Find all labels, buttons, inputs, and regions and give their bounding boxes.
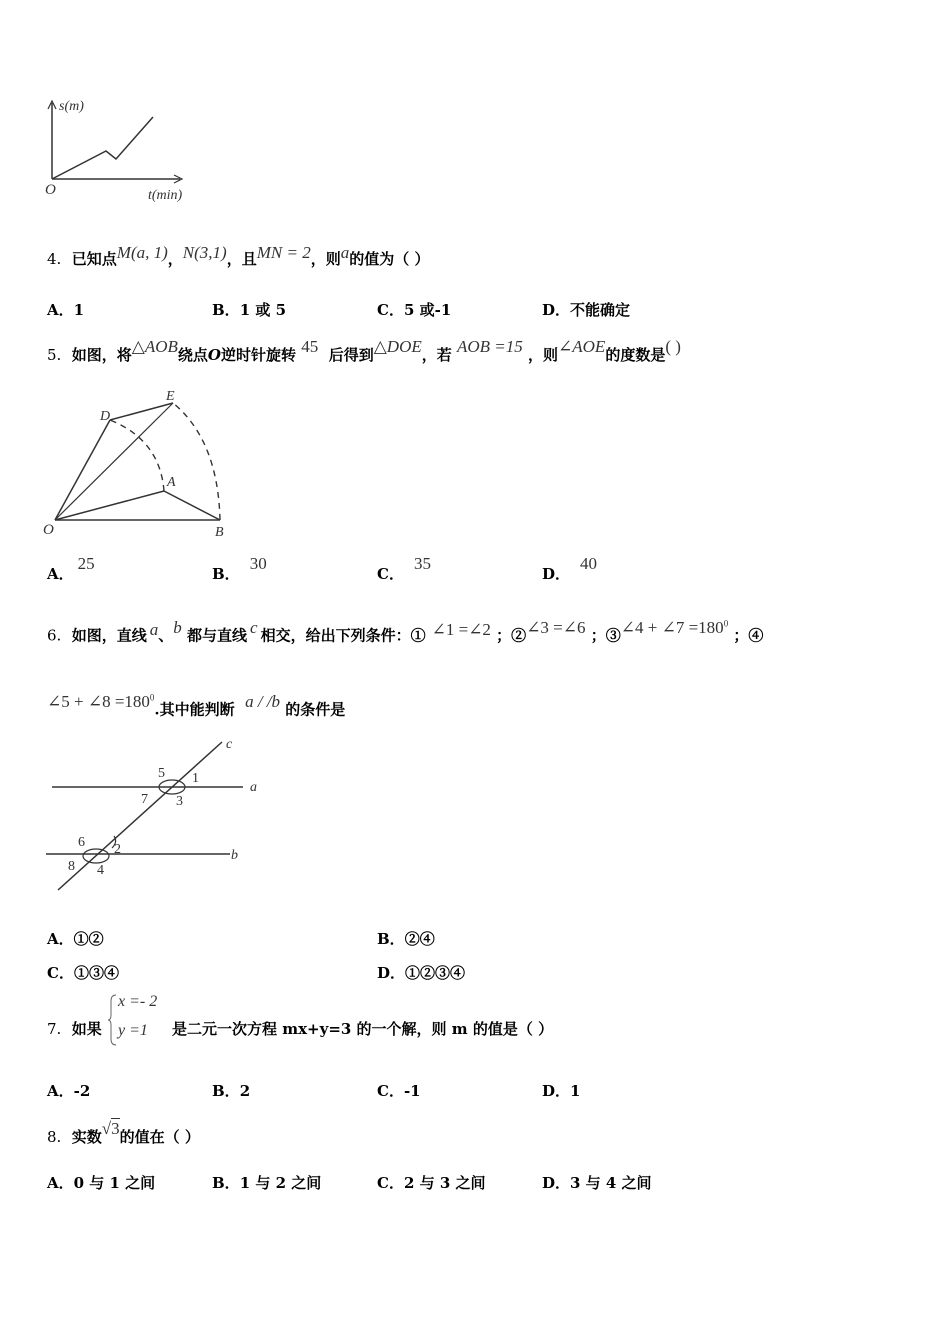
math-angle-45: 45 xyxy=(301,337,319,356)
option-b[interactable]: B．30 xyxy=(212,554,267,583)
question-4 xyxy=(47,244,429,274)
math-point-m: M(a, 1) xyxy=(116,243,168,262)
option-c[interactable]: C．①③④ xyxy=(47,964,119,982)
question-text: ，若 xyxy=(421,346,452,364)
option-d[interactable]: D．1 xyxy=(542,1082,581,1100)
option-a[interactable]: A．1 xyxy=(47,301,85,319)
math-var-b: b xyxy=(173,617,182,637)
graph-line xyxy=(52,117,153,179)
option-a[interactable]: A．①② xyxy=(47,930,104,948)
option-d[interactable]: D．3 与 4 之间 xyxy=(542,1174,652,1192)
math-triangle-doe: △DOE xyxy=(373,337,422,356)
arc-b-to-e xyxy=(173,403,220,520)
option-a[interactable]: A．25 xyxy=(47,554,95,583)
question-text: 的值为（ ） xyxy=(349,250,430,268)
question-text: 逆时针旋转 xyxy=(221,346,297,364)
question-7-text: 是二元一次方程 mx+y=3 的一个解，则 m 的值是（ ） xyxy=(172,1020,554,1038)
angle-4: 4 xyxy=(97,863,104,878)
parallel-lines-figure xyxy=(40,732,270,897)
option-d[interactable]: D．①②③④ xyxy=(377,964,466,982)
segment-oa xyxy=(55,491,164,520)
question-text: ，则 xyxy=(310,250,341,268)
option-b[interactable]: B．②④ xyxy=(377,930,435,948)
question-number: 6. xyxy=(47,626,62,645)
label-d: D xyxy=(100,409,111,424)
option-c[interactable]: C．-1 xyxy=(377,1082,421,1100)
label-b: B xyxy=(215,525,224,540)
equation-2: y =1 xyxy=(118,1022,148,1039)
option-a[interactable]: A．0 与 1 之间 xyxy=(47,1174,156,1192)
angle-6: 6 xyxy=(78,835,85,850)
question-text: ；② xyxy=(496,626,527,645)
angle-7: 7 xyxy=(141,792,148,807)
segment-de xyxy=(110,403,173,420)
question-text: 如图，将 xyxy=(71,346,132,364)
question-text: 实数 xyxy=(71,1128,102,1146)
punctuation: ， xyxy=(167,250,183,268)
option-b[interactable]: B．1 或 5 xyxy=(212,301,287,319)
question-text: .其中能判断 xyxy=(154,700,235,719)
math-condition-3: ∠4 + ∠7 $=180^0$ xyxy=(620,617,729,637)
option-b[interactable]: B．2 xyxy=(212,1082,251,1100)
math-sqrt-3: √3 xyxy=(101,1119,120,1138)
option-d[interactable]: D．不能确定 xyxy=(542,301,631,319)
question-5 xyxy=(47,337,681,370)
question-7 xyxy=(47,1016,102,1042)
angle-5: 5 xyxy=(158,766,165,781)
question-number: 7. xyxy=(47,1020,62,1038)
math-parallel: a / /b xyxy=(245,691,281,711)
question-text: 后得到 xyxy=(328,346,374,364)
point-o: O xyxy=(207,346,221,364)
angle-3: 3 xyxy=(176,794,183,809)
segment-oe xyxy=(55,403,173,520)
math-var-a: a xyxy=(149,619,159,639)
segment-ab xyxy=(164,491,220,520)
question-text: ；④ xyxy=(733,626,764,645)
question-text: ，则 xyxy=(528,346,559,364)
angle-1: 1 xyxy=(192,771,199,786)
math-point-n: N(3,1) xyxy=(182,243,227,262)
question-text: 的值在（ ） xyxy=(119,1128,200,1146)
math-var-c: c xyxy=(250,617,258,637)
label-a: A xyxy=(167,475,176,490)
segment-od xyxy=(55,420,110,520)
equation-1: x =- 2 xyxy=(118,993,158,1010)
brace xyxy=(108,993,118,1047)
question-text: 的度数是 xyxy=(605,346,666,364)
question-6-line-2 xyxy=(47,690,345,720)
math-mn: MN = 2 xyxy=(256,243,311,262)
option-c[interactable]: C．35 xyxy=(377,554,431,583)
question-text: 如图，直线 xyxy=(71,626,147,645)
origin-label: O xyxy=(45,182,56,198)
question-text: 相交，给出下列条件：① xyxy=(260,626,426,645)
math-angle-aoe: ∠AOE xyxy=(558,337,606,356)
label-a: a xyxy=(250,780,257,795)
question-6 xyxy=(47,616,763,646)
math-condition-2: ∠3 =∠6 xyxy=(526,617,586,637)
question-text: 已知点 xyxy=(71,250,117,268)
label-e: E xyxy=(166,389,175,404)
question-text: ，且 xyxy=(226,250,257,268)
option-c[interactable]: C．2 与 3 之间 xyxy=(377,1174,486,1192)
question-number: 4. xyxy=(47,250,62,268)
question-number: 5. xyxy=(47,346,62,364)
answer-paren: ( ) xyxy=(665,337,681,356)
label-o: O xyxy=(43,522,54,538)
label-c: c xyxy=(226,737,233,752)
option-d[interactable]: D．40 xyxy=(542,554,598,583)
label-b: b xyxy=(231,848,238,863)
line-c xyxy=(58,742,222,890)
y-axis-label: s(m) xyxy=(59,99,84,114)
math-var-a: a xyxy=(340,243,350,262)
question-text: 如果 xyxy=(71,1020,102,1038)
math-aob-15: AOB =15 xyxy=(456,337,523,356)
option-a[interactable]: A．-2 xyxy=(47,1082,91,1100)
math-triangle-aob: △AOB xyxy=(131,337,178,356)
question-text: ；③ xyxy=(590,626,621,645)
option-b[interactable]: B．1 与 2 之间 xyxy=(212,1174,322,1192)
math-condition-1: ∠1 =∠2 xyxy=(431,619,491,639)
question-text: 绕点 xyxy=(177,346,208,364)
question-text: 的条件是 xyxy=(285,700,346,719)
punctuation: 、 xyxy=(158,626,174,645)
distance-time-graph xyxy=(40,95,210,210)
equation-system xyxy=(108,993,172,1047)
option-c[interactable]: C．5 或-1 xyxy=(377,301,452,319)
arc-a-to-d xyxy=(110,420,164,491)
question-text: 都与直线 xyxy=(187,626,248,645)
angle-8: 8 xyxy=(68,859,75,874)
math-condition-4: ∠5 + ∠8 $=180^0$ xyxy=(47,691,155,711)
x-axis-label: t(min) xyxy=(148,188,183,203)
angle-2: 2 xyxy=(114,842,121,857)
rotation-figure xyxy=(40,380,240,545)
question-number: 8. xyxy=(47,1128,62,1146)
question-8 xyxy=(47,1119,200,1152)
